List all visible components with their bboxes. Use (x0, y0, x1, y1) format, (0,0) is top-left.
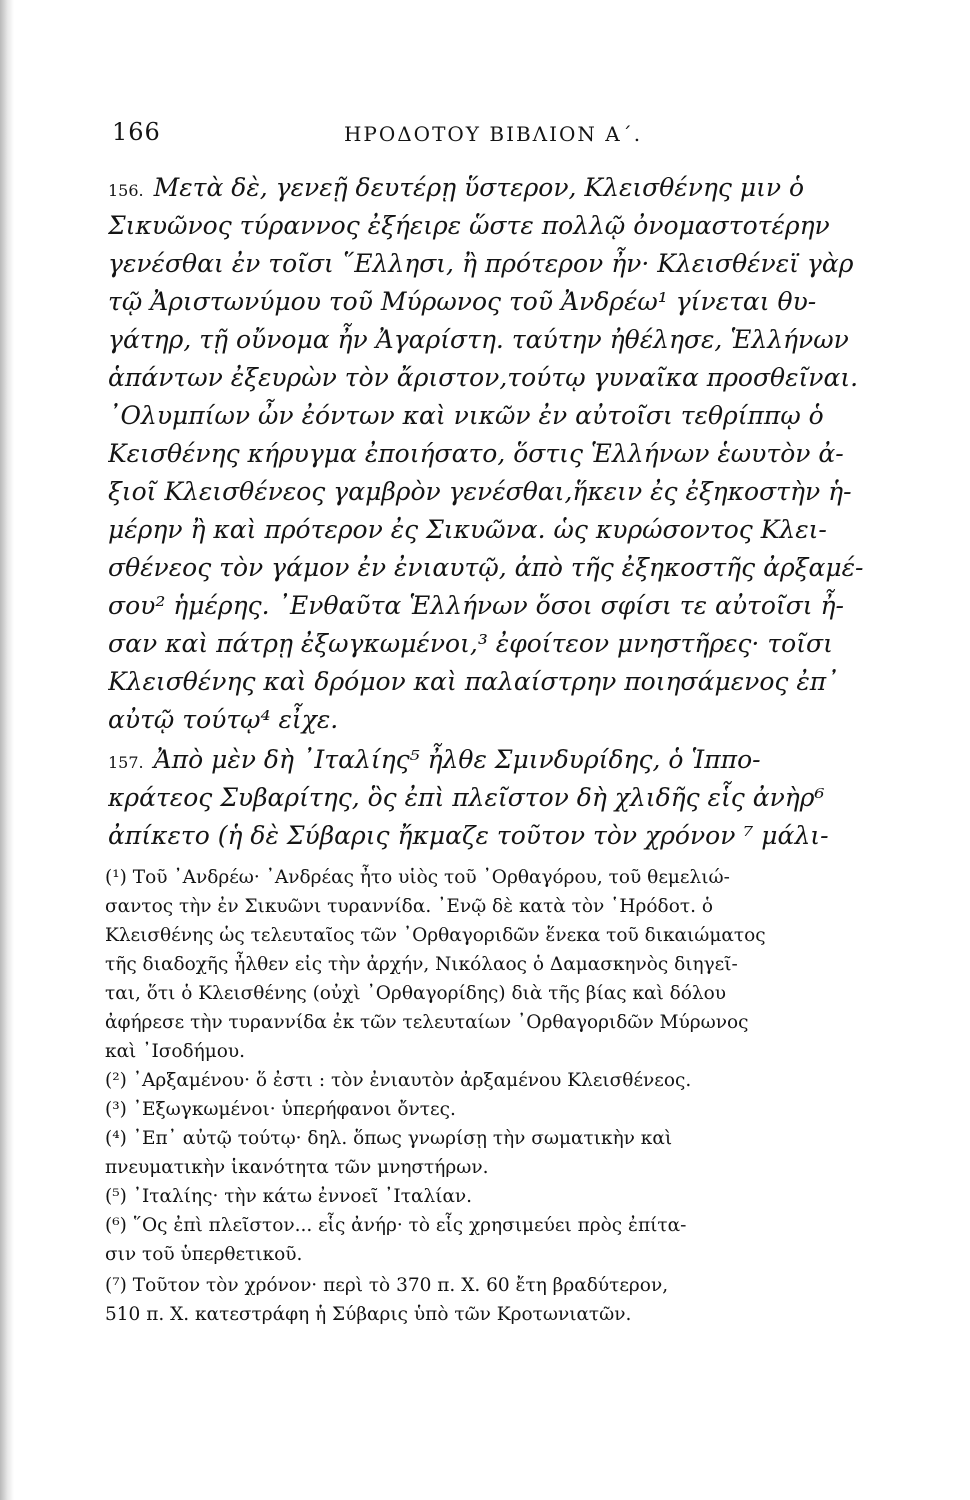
line-text: Μετὰ δὲ, γενεῇ δευτέρῃ ὕστερον, Κλεισθένης μιν ὁ (153, 173, 805, 202)
paragraph-number: 156. (108, 181, 144, 200)
text-line: τῷ Ἀριστωνύμου τοῦ Μύρωνος τοῦ Ἀνδρέω¹ γίνεται θυ- (108, 287, 817, 316)
text-line: σαν καὶ πάτρῃ ἐξωγκωμένοι,³ ἐφοίτεον μνηστῆρες· τοῖσι (108, 629, 833, 658)
text-line: μέρην ἢ καὶ πρότερον ἐς Σικυῶνα. ὡς κυρώσοντος Κλει- (108, 515, 827, 544)
text-line: γάτηρ, τῇ οὔνομα ἦν Ἀγαρίστη. ταύτην ἠθέλησε, Ἑλλήνων (108, 325, 849, 354)
footnote-line: ται, ὅτι ὁ Κλεισθένης (οὐχὶ ᾽Ορθαγορίδης) διὰ τῆς βίας καὶ δόλου (105, 983, 727, 1004)
text-line (108, 170, 928, 206)
footnote-line: (⁶) ῞Ος ἐπὶ πλεῖστον... εἷς ἀνήρ· τὸ εἷς χρησιμεύει πρὸς ἐπίτα- (105, 1215, 687, 1236)
page-header (108, 118, 818, 148)
footnote-line: (¹) Τοῦ ᾽Ανδρέω· ᾽Ανδρέας ἦτο υἱὸς τοῦ ᾽Ορθαγόρου, τοῦ θεμελιώ- (105, 867, 730, 888)
line-text: Ἀπὸ μὲν δὴ ᾽Ιταλίης⁵ ἦλθε Σμινδυρίδης, ὁ Ἱππο- (153, 745, 761, 774)
footnote-line: σιν τοῦ ὑπερθετικοῦ. (105, 1244, 303, 1265)
footnote-line: (²) ᾽Αρξαμένου· ὅ ἐστι : τὸν ἐνιαυτὸν ἀρξαμένου Κλεισθένεος. (105, 1070, 692, 1091)
text-line: ᾽Ολυμπίων ὦν ἐόντων καὶ νικῶν ἐν αὐτοῖσι τεθρίππῳ ὁ (108, 401, 824, 430)
footnote-line: ἀφήρεσε τὴν τυραννίδα ἐκ τῶν τελευταίων ᾽Ορθαγοριδῶν Μύρωνος (105, 1012, 749, 1033)
text-line: Σικυῶνος τύραννος ἐξήειρε ὥστε πολλῷ ὀνομαστοτέρην (108, 211, 830, 240)
text-line (108, 742, 928, 778)
text-line: Κεισθένης κήρυγμα ἐποιήσατο, ὅστις Ἑλλήνων ἑωυτὸν ἀ- (108, 439, 844, 468)
footnote-line: (³) ᾽Εξωγκωμένοι· ὑπερήφανοι ὄντες. (105, 1099, 456, 1120)
footnote-line: 510 π. Χ. κατεστράφη ἡ Σύβαρις ὑπὸ τῶν Κροτωνιατῶν. (105, 1304, 632, 1325)
text-line: ἁπάντων ἐξευρὼν τὸν ἄριστον,τούτῳ γυναῖκα προσθεῖναι. (108, 363, 859, 392)
text-line: σθένεος τὸν γάμον ἐν ἐνιαυτῷ, ἀπὸ τῆς ἐξηκοστῆς ἀρξαμέ- (108, 553, 864, 582)
footnote-line: καὶ ᾽Ισοδήμου. (105, 1041, 246, 1062)
footnote-line: σαντος τὴν ἐν Σικυῶνι τυραννίδα. ᾽Ενῷ δὲ κατὰ τὸν ῾Ηρόδοτ. ὁ (105, 896, 713, 917)
text-line: αὐτῷ τούτῳ⁴ εἶχε. (108, 705, 339, 734)
footnote-line: (⁴) ᾽Επ᾽ αὐτῷ τούτῳ· δηλ. ὅπως γνωρίσῃ τὴν σωματικὴν καὶ (105, 1128, 673, 1149)
paragraph-number: 157. (108, 753, 144, 772)
footnote-line: Κλεισθένης ὡς τελευταῖος τῶν ᾽Ορθαγοριδῶν ἕνεκα τοῦ δικαιώματος (105, 925, 766, 946)
footnote-line: (⁵) ᾽Ιταλίης· τὴν κάτω ἐννοεῖ ᾽Ιταλίαν. (105, 1186, 473, 1207)
text-line: Κλεισθένης καὶ δρόμον καὶ παλαίστρην ποιησάμενος ἐπ᾽ (108, 667, 839, 696)
text-line: ξιοῖ Κλεισθένεος γαμβρὸν γενέσθαι,ἥκειν ἐς ἐξηκοστὴν ἡ- (108, 477, 852, 506)
text-line: ἀπίκετο (ἡ δὲ Σύβαρις ἤκμαζε τοῦτον τὸν χρόνον ⁷ μάλι- (108, 821, 829, 850)
footnote-line: πνευματικὴν ἱκανότητα τῶν μνηστήρων. (105, 1157, 489, 1178)
running-title: ΗΡΟΔΟΤΟΥ ΒΙΒΛΙΟΝ Α΄. (343, 122, 643, 146)
footnote-line: τῆς διαδοχῆς ἦλθεν εἰς τὴν ἀρχήν, Νικόλαος ὁ Δαμασκηνὸς διηγεῖ- (105, 954, 738, 975)
text-line: κράτεος Συβαρίτης, ὃς ἐπὶ πλεῖστον δὴ χλιδῆς εἷς ἀνὴρ⁶ (108, 783, 825, 812)
text-line: σου² ἡμέρης. ᾽Ενθαῦτα Ἑλλήνων ὅσοι σφίσι τε αὐτοῖσι ἦ- (108, 591, 844, 620)
text-line: γενέσθαι ἐν τοῖσι ῞Ελλησι, ἢ πρότερον ἦν· Κλεισθένεϊ γὰρ (108, 249, 854, 278)
footnote-line: (⁷) Τοῦτον τὸν χρόνον· περὶ τὸ 370 π. Χ. 60 ἔτη βραδύτερον, (105, 1275, 669, 1296)
page-number: 166 (112, 118, 161, 146)
